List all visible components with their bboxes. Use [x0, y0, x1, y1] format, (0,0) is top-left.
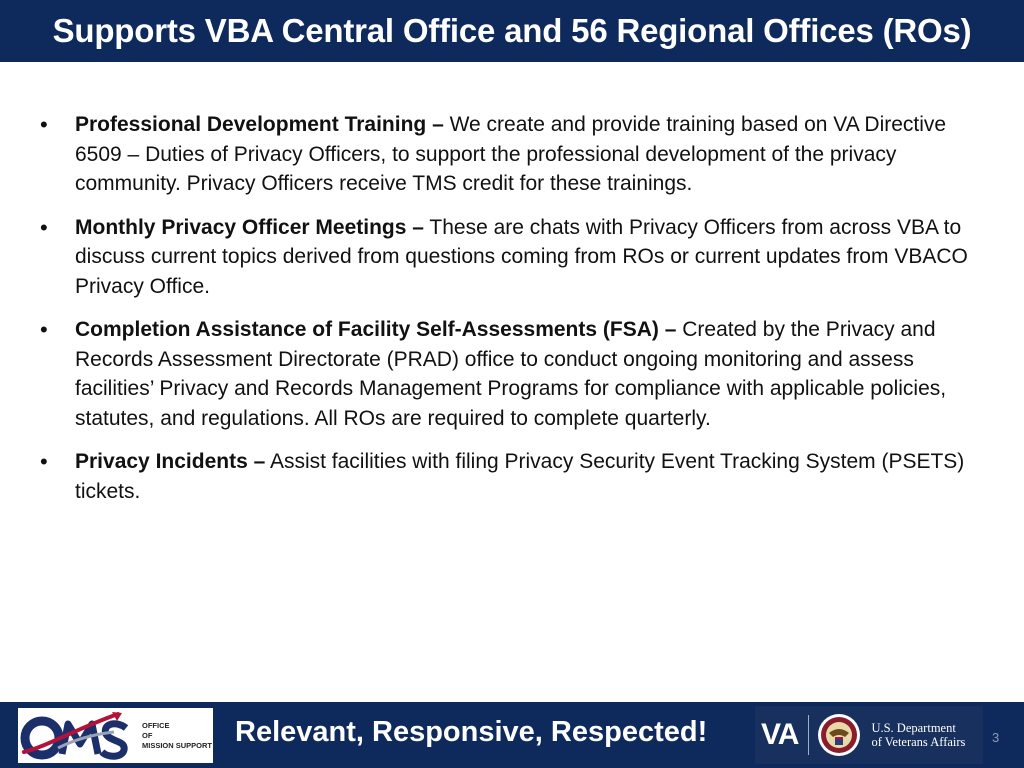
footer-tagline: Relevant, Responsive, Respected!: [235, 716, 708, 748]
va-dept-line-2: of Veterans Affairs: [871, 735, 966, 749]
va-logo-divider: [808, 715, 809, 755]
bullet-item: [40, 213, 985, 302]
footer-bar: [0, 702, 1024, 768]
oms-line-1: OFFICE: [142, 720, 170, 730]
oms-line-2: OF: [142, 730, 153, 740]
oms-line-3: MISSION SUPPORT: [142, 740, 213, 750]
oms-mark-icon: [18, 708, 138, 763]
va-letters: VA: [761, 718, 799, 751]
page-number: 3: [992, 730, 1000, 745]
bullet-heading: Privacy Incidents –: [75, 450, 266, 473]
bullet-text: Created by the Privacy and Records Assessment Directorate (PRAD) office to conduct ongoing monitoring and assess facilities’ Privacy and Records Management Programs for compliance with applicable policies, statutes, and regulations. All ROs are required to complete quarterly.: [75, 318, 947, 430]
bullet-heading: Professional Development Training –: [75, 113, 444, 136]
bullet-text: Assist facilities with filing Privacy Security Event Tracking System (PSETS) tickets.: [75, 450, 965, 503]
bullet-dot-icon: •: [40, 112, 48, 137]
bullet-text: These are chats with Privacy Officers from across VBA to discuss current topics derived from questions coming from ROs or current updates from VBACO Privacy Office.: [75, 215, 968, 298]
va-dept-text: [871, 721, 965, 749]
bullet-item: [40, 315, 985, 433]
va-logo: [755, 706, 983, 764]
bullet-dot-icon: •: [40, 317, 48, 342]
bullet-heading: Completion Assistance of Facility Self-Assessments (FSA) –: [75, 318, 677, 341]
bullet-text: We create and provide training based on VA Directive 6509 – Duties of Privacy Officers, to support the professional development of the privacy community. Privacy Officers receive TMS credit for these trainings.: [75, 113, 947, 195]
bullet-dot-icon: •: [40, 449, 48, 474]
bullet-item: [40, 447, 985, 506]
bullet-item: [40, 110, 985, 199]
oms-logo: [18, 708, 213, 763]
bullet-list: [40, 110, 985, 506]
bullet-heading: Monthly Privacy Officer Meetings –: [75, 215, 424, 239]
va-dept-line-1: U.S. Department: [871, 721, 956, 735]
slide-title: Supports VBA Central Office and 56 Regional Offices (ROs): [52, 12, 972, 49]
bullet-dot-icon: •: [40, 214, 48, 240]
slide-content: [40, 110, 985, 520]
title-bar: [0, 0, 1024, 62]
va-seal-icon: [817, 713, 861, 757]
oms-logo-text: [142, 721, 212, 751]
